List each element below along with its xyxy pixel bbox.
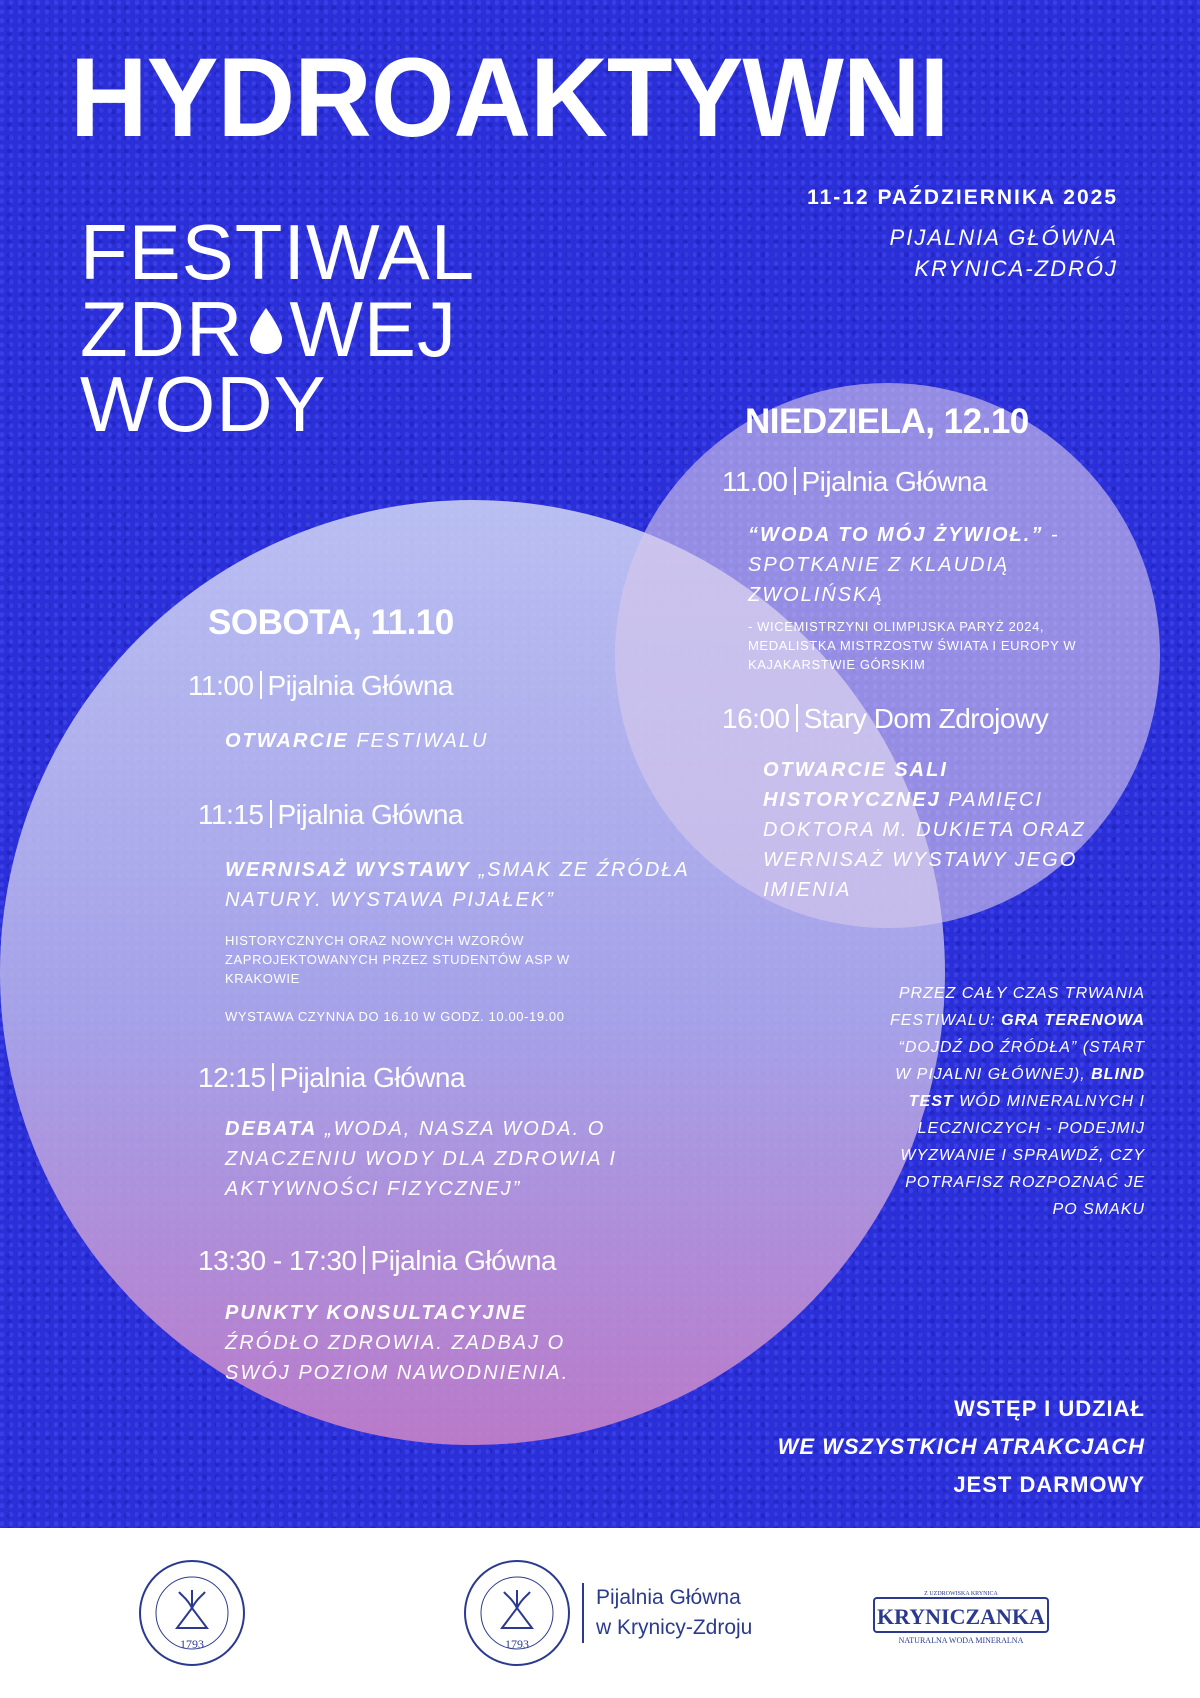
event-title: OTWARCIE (225, 730, 349, 752)
slot-divider (363, 1246, 365, 1274)
festival-title: HYDROAKTYWNI (70, 35, 949, 160)
free-entry-line-1: WSTĘP I UDZIAŁ (954, 1396, 1145, 1421)
slot-place: Pijalnia Główna (279, 1062, 466, 1093)
subtitle-line-2-end: WEJ (289, 285, 457, 373)
sponsor-footer (0, 1528, 1200, 1698)
event-title: WERNISAŻ WYSTAWY (225, 859, 472, 881)
sat-event-4-desc (225, 1298, 615, 1388)
slot-time: 11:15 (198, 799, 264, 830)
sat-slot-2 (198, 799, 463, 831)
slot-divider (794, 467, 796, 495)
event-title: OTWARCIE SALI HISTORYCZNEJ (763, 759, 948, 811)
slot-divider (260, 671, 262, 699)
seal-year: 1793 (505, 1637, 529, 1651)
event-text: „WODA, NASZA WODA. O ZNACZENIU WODY DLA ZDROWIA I AKTYWNOŚCI FIZYCZNEJ” (225, 1118, 617, 1200)
water-drop-icon (247, 306, 285, 356)
slot-place: Pijalnia Główna (370, 1245, 557, 1276)
pijalnia-line-1: Pijalnia Główna (596, 1586, 741, 1609)
event-title: DEBATA (225, 1118, 318, 1140)
event-text: „SMAK ZE ŹRÓDŁA NATURY. WYSTAWA PIJAŁEK” (225, 859, 690, 911)
uzdrowisko-seal-icon (137, 1558, 247, 1668)
free-entry (778, 1390, 1145, 1504)
side-note-blind-test: BLIND TEST (908, 1066, 1145, 1110)
slot-time: 12:15 (198, 1062, 266, 1093)
event-title: “WODA TO MÓJ ŻYWIOŁ.” (748, 524, 1044, 546)
sun-event-1-desc (748, 520, 1098, 610)
seal-year: 1793 (180, 1637, 204, 1651)
slot-place: Pijalnia Główna (267, 670, 453, 701)
sun-slot-1 (722, 466, 987, 498)
event-text: - SPOTKANIE Z KLAUDIĄ ZWOLIŃSKĄ (748, 524, 1060, 606)
sat-slot-4 (198, 1245, 556, 1277)
slot-place: Pijalnia Główna (801, 466, 987, 497)
sun-event-2-desc (763, 755, 1123, 905)
slot-time: 11.00 (722, 466, 788, 497)
event-text: FESTIWALU (348, 730, 489, 752)
pijalnia-line-2: w Krynicy-Zdroju (596, 1616, 753, 1639)
uzdrowisko-seal-icon (462, 1558, 572, 1668)
free-entry-line-3: JEST DARMOWY (953, 1472, 1145, 1497)
slot-place: Stary Dom Zdrojowy (803, 703, 1049, 734)
slot-divider (270, 800, 272, 828)
brand-name: KRYNICZANKA (877, 1604, 1045, 1629)
subtitle-line-1: FESTIWAL (80, 208, 476, 296)
brand-top: Z UZDROWISKA KRYNICA (924, 1591, 998, 1597)
subtitle-line-2-start: ZDR (80, 285, 244, 373)
side-note (885, 980, 1145, 1223)
sun-event-1-note: - WICEMISTRZYNI OLIMPIJSKA PARYŻ 2024, MEDALISTKA MISTRZOSTW ŚWIATA I EUROPY W KAJAKARSTWIE GÓRSKIM (748, 619, 1077, 672)
slot-time: 11:00 (188, 670, 254, 701)
sat-event-3-desc (225, 1114, 665, 1204)
festival-venue: PIJALNIA GŁÓWNA (889, 225, 1118, 250)
sun-slot-2 (722, 703, 1048, 735)
slot-time: 16:00 (722, 703, 790, 734)
uzdrowisko-logo (137, 1558, 247, 1673)
subtitle-line-3: WODY (80, 360, 327, 448)
side-note-lead: PRZEZ CAŁY CZAS TRWANIA FESTIWALU: (889, 985, 1145, 1029)
brand-tagline: NATURALNA WODA MINERALNA (898, 1636, 1024, 1645)
slot-divider (796, 704, 798, 732)
sat-slot-3 (198, 1062, 465, 1094)
event-text: ŹRÓDŁO ZDROWIA. ZADBAJ O SWÓJ POZIOM NAWODNIENIA. (225, 1332, 570, 1384)
free-entry-line-2: WE WSZYSTKICH ATRAKCJACH (777, 1434, 1145, 1459)
sat-slot-1 (188, 670, 453, 702)
side-note-tail: WÓD MINERALNYCH I LECZNICZYCH - PODEJMIJ WYZWANIE I SPRAWDŹ, CZY POTRAFISZ ROZPOZNAĆ JE PO SMAKU (900, 1093, 1145, 1218)
saturday-heading: SOBOTA, 11.10 (208, 603, 454, 642)
event-title: PUNKTY KONSULTACYJNE (225, 1302, 528, 1324)
pijalnia-name (582, 1583, 752, 1643)
side-note-mid: “DOJDŹ DO ŹRÓDŁA” (START W PIJALNI GŁÓWNEJ), (895, 1039, 1145, 1083)
slot-time: 13:30 - 17:30 (198, 1245, 357, 1276)
kryniczanka-logo (872, 1586, 1050, 1646)
sat-event-2-desc (225, 855, 715, 915)
sat-event-1-desc (225, 726, 705, 756)
sunday-heading: NIEDZIELA, 12.10 (745, 402, 1029, 441)
event-text: PAMIĘCI DOKTORA M. DUKIETA ORAZ WERNISAŻ WYSTAWY JEGO IMIENIA (763, 789, 1086, 901)
festival-city: KRYNICA-ZDRÓJ (914, 256, 1118, 281)
pijalnia-logo (462, 1558, 572, 1673)
festival-dates: 11-12 PAŹDZIERNIKA 2025 (807, 186, 1118, 209)
slot-divider (272, 1063, 274, 1091)
subtitle-line-2 (80, 285, 457, 373)
slot-place: Pijalnia Główna (277, 799, 463, 830)
sat-event-2-hours: WYSTAWA CZYNNA DO 16.10 W GODZ. 10.00-19.00 (225, 1009, 565, 1024)
side-note-game: GRA TERENOWA (1001, 1012, 1145, 1029)
sat-event-2-note: HISTORYCZNYCH ORAZ NOWYCH WZORÓW ZAPROJEKTOWANYCH PRZEZ STUDENTÓW ASP W KRAKOWIE (225, 933, 570, 986)
